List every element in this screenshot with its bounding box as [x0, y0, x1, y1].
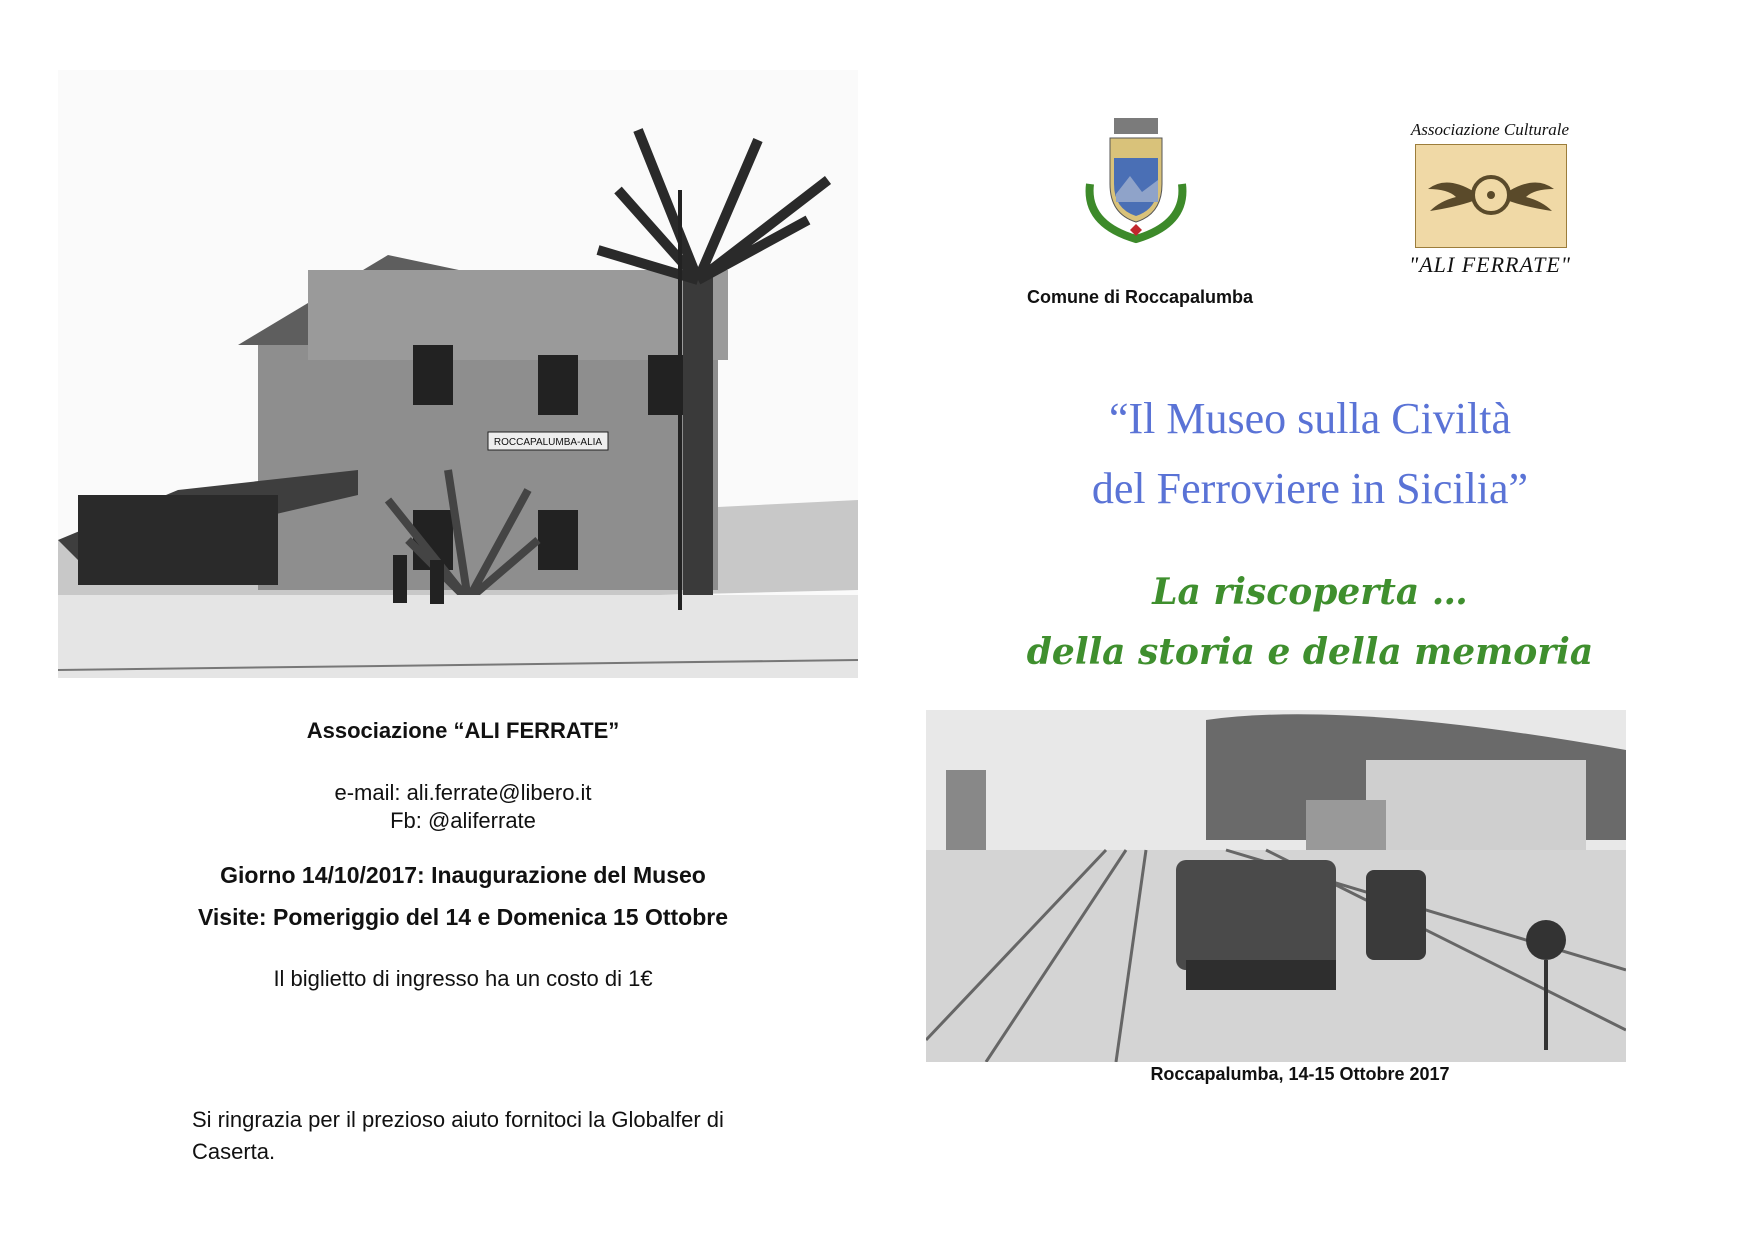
museum-title: [960, 384, 1660, 524]
email-line[interactable]: e-mail: ali.ferrate@libero.it: [334, 780, 592, 805]
subtitle: [960, 562, 1660, 682]
facebook-line[interactable]: Fb: @aliferrate: [390, 808, 536, 833]
acknowledgement: Si ringrazia per il prezioso aiuto fornitoci la Globalfer di Caserta.: [192, 1107, 724, 1164]
subtitle-line-1: La riscoperta …: [1152, 571, 1468, 613]
inauguration-date: Giorno 14/10/2017: Inaugurazione del Museo: [220, 862, 706, 888]
comune-label: Comune di Roccapalumba: [1026, 287, 1254, 307]
visit-times: Visite: Pomeriggio del 14 e Domenica 15 Ottobre: [197, 904, 728, 930]
assoc-logo-bottom-text: "ALI FERRATE": [1408, 252, 1572, 277]
station-photo: [58, 70, 858, 678]
station-sign-text: ROCCAPALUMBA-ALIA: [493, 437, 603, 448]
title-line-2: del Ferroviere in Sicilia”: [1091, 464, 1529, 513]
coat-of-arms-icon: [1080, 114, 1192, 244]
event-caption: Roccapalumba, 14-15 Ottobre 2017: [1150, 1064, 1450, 1084]
railway-workers-photo: [926, 710, 1626, 1062]
association-title: Associazione “ALI FERRATE”: [306, 718, 620, 743]
title-line-1: “Il Museo sulla Civiltà: [1108, 394, 1512, 443]
ticket-price: Il biglietto di ingresso ha un costo di 1€: [273, 966, 653, 991]
assoc-logo-top-text: Associazione Culturale: [1410, 120, 1570, 139]
winged-wheel-icon: [1415, 144, 1567, 248]
station-photo-drawing: [58, 70, 858, 678]
railway-workers-drawing: [926, 710, 1626, 1062]
subtitle-line-2: della storia e della memoria: [1026, 631, 1594, 673]
